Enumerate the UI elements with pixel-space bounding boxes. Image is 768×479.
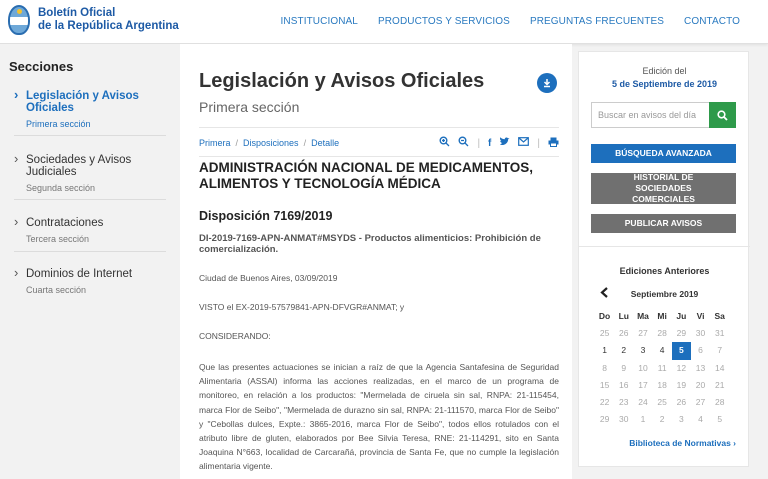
download-button[interactable] <box>537 73 557 93</box>
calendar-day: 29 <box>676 328 687 339</box>
calendar-day: 12 <box>676 362 687 373</box>
logo-text <box>38 7 179 33</box>
document-tools <box>431 136 559 150</box>
calendar-weekday: Lu <box>618 311 629 321</box>
nav-institucional[interactable]: INSTITUCIONAL <box>280 16 358 27</box>
page-title: Legislación y Avisos Oficiales <box>199 70 485 92</box>
calendar-day: 28 <box>657 328 667 339</box>
calendar-day: 19 <box>676 379 687 390</box>
calendar-day[interactable]: 4 <box>659 345 665 356</box>
edition-label: Edición del <box>642 66 687 76</box>
publish-notices-button[interactable]: PUBLICAR AVISOS <box>591 214 736 233</box>
breadcrumb-detalle[interactable]: Detalle <box>311 138 340 148</box>
calendar-day: 11 <box>657 362 667 373</box>
sidebar-item-sub: Primera sección <box>26 119 91 129</box>
calendar-weekday: Sa <box>714 311 725 321</box>
download-icon <box>542 78 552 88</box>
main-content <box>180 44 572 479</box>
sidebar-item-segunda[interactable] <box>14 154 166 200</box>
considerando-heading: CONSIDERANDO: <box>199 331 271 341</box>
breadcrumb-separator: / <box>235 138 239 148</box>
sidebar-item-primera[interactable] <box>14 90 166 136</box>
calendar-day: 31 <box>714 328 725 339</box>
calendar-weekday: Ma <box>637 311 649 321</box>
calendar-day: 10 <box>638 362 648 373</box>
search-input[interactable] <box>591 102 709 128</box>
place-date: Ciudad de Buenos Aires, 03/09/2019 <box>199 273 338 283</box>
tools-divider: | <box>537 137 540 149</box>
calendar-day: 13 <box>695 362 706 373</box>
edition-date: 5 de Septiembre de 2019 <box>611 79 718 89</box>
library-link[interactable]: Biblioteca de Normativas › <box>629 438 736 448</box>
calendar-day: 27 <box>695 396 706 407</box>
calendar-week-row <box>595 342 729 359</box>
calendar-day: 5 <box>717 414 723 425</box>
calendar-day: 30 <box>695 328 706 339</box>
calendar-day: 24 <box>638 396 648 407</box>
calendar-grid <box>595 308 729 428</box>
calendar-week-row <box>595 377 729 394</box>
calendar-day: 28 <box>714 396 725 407</box>
sidebar-item-tercera[interactable] <box>14 217 166 252</box>
nav-productos-servicios[interactable]: PRODUCTOS Y SERVICIOS <box>377 16 510 27</box>
calendar-day: 27 <box>638 328 648 339</box>
calendar-day: 15 <box>599 379 610 390</box>
calendar-weekday: Mi <box>657 311 667 321</box>
calendar-day: 23 <box>619 396 629 407</box>
sidebar-item-cuarta[interactable] <box>14 268 166 303</box>
calendar-weekday: Vi <box>696 311 705 321</box>
calendar-day: 7 <box>717 345 723 356</box>
calendar-day: 18 <box>657 379 667 390</box>
logo-line-2: de la República Argentina <box>38 20 179 32</box>
sidebar-item-label: › Contrataciones <box>14 217 166 229</box>
sidebar-item-sub: Segunda sección <box>26 183 96 193</box>
breadcrumb-separator: / <box>303 138 307 148</box>
calendar-day[interactable]: 3 <box>640 345 646 356</box>
calendar-day: 17 <box>638 379 648 390</box>
nav-contacto[interactable]: CONTACTO <box>684 16 740 27</box>
search-button[interactable] <box>709 102 736 128</box>
calendar-week-row <box>595 360 729 377</box>
calendar-day: 25 <box>657 396 667 407</box>
calendar-weekday-row <box>595 308 729 325</box>
nav-preguntas-frecuentes[interactable]: PREGUNTAS FRECUENTES <box>529 16 664 27</box>
email-icon[interactable] <box>518 137 529 149</box>
zoom-out-icon[interactable] <box>458 136 469 150</box>
disposition-reference: DI-2019-7169-APN-ANMAT#MSYDS - Productos alimenticios: Prohibición de comercialización. <box>199 233 541 255</box>
breadcrumb-bar <box>199 127 559 157</box>
sections-sidebar <box>0 44 180 479</box>
calendar-day: 6 <box>698 345 703 356</box>
calendar-day: 26 <box>676 396 687 407</box>
disposition-number: Disposición 7169/2019 <box>199 209 333 223</box>
calendar-day: 1 <box>640 414 646 425</box>
sidebar-item-sub: Tercera sección <box>26 234 90 244</box>
advanced-search-button[interactable]: BÚSQUEDA AVANZADA <box>591 144 736 163</box>
calendar-day[interactable]: 1 <box>602 345 607 356</box>
calendar-day: 22 <box>599 396 610 407</box>
calendar-day: 20 <box>695 379 706 390</box>
calendar-week-row <box>595 411 729 428</box>
calendar-day: 3 <box>678 414 684 425</box>
calendar-day: 21 <box>714 379 725 390</box>
breadcrumb-primera[interactable]: Primera <box>199 138 231 148</box>
calendar-weekday: Ju <box>676 311 687 321</box>
main-nav <box>261 16 740 27</box>
breadcrumb <box>199 138 339 148</box>
search-icon <box>717 110 728 121</box>
calendar-day: 2 <box>659 414 665 425</box>
calendar-day: 4 <box>698 414 703 425</box>
calendar-week-row <box>595 325 729 342</box>
visto-paragraph: VISTO el EX-2019-57579841-APN-DFVGR#ANMAT; y <box>199 302 405 312</box>
sidebar-item-label: › Legislación y Avisos Oficiales <box>14 90 166 114</box>
calendar-weekday: Do <box>598 311 611 321</box>
page-subtitle: Primera sección <box>199 99 300 115</box>
calendar-day: 29 <box>599 414 610 425</box>
sidebar-item-label: › Dominios de Internet <box>14 268 166 280</box>
issuing-organism: ADMINISTRACIÓN NACIONAL DE MEDICAMENTOS, ALIMENTOS Y TECNOLOGÍA MÉDICA <box>199 160 534 191</box>
previous-editions-title: Ediciones Anteriores <box>619 266 710 276</box>
calendar-day: 26 <box>619 328 629 339</box>
panel-divider <box>579 246 750 247</box>
calendar-week-row <box>595 394 729 411</box>
calendar-month: Septiembre 2019 <box>630 289 699 299</box>
argentina-seal-icon <box>8 5 30 35</box>
twitter-icon[interactable] <box>499 137 510 149</box>
zoom-in-icon[interactable] <box>439 136 450 150</box>
logo-line-1: Boletín Oficial <box>38 7 116 19</box>
body-paragraph: Que las presentes actuaciones se inician a raíz de que la Agencia Santafesina de Seguridad Alimentaria (ASSAl) informa las acciones realizadas, en el marco de un programa de monitoreo, en relación a los productos: "Mermelada de ciruela sin sal, RNPA: 21-115454, marca Flor de Seibo", "Mermelada de durazno sin sal, RNPA: 21-111570, marca Flor de Seibo" y "Cebollas dulces, Expte.: 3865-2016, marca Flor de Seibo", todos ellos rotulados con el atributo libre de gluten, elaborados por Bee Silvia Teresa, RNE: 21-114291, sito en Santa Joaquina N°663, localidad de Carcarañá, provincia de Santa Fe, que no cumple la legislación alimentaria vigente. <box>199 362 559 472</box>
calendar-day: 8 <box>602 362 607 373</box>
company-history-button[interactable]: HISTORIAL DE SOCIEDADES COMERCIALES <box>591 173 736 204</box>
calendar-day: 14 <box>714 362 725 373</box>
calendar-day-selected[interactable]: 5 <box>672 342 691 359</box>
sidebar-title: Secciones <box>9 59 74 74</box>
calendar-day: 25 <box>599 328 610 339</box>
site-logo[interactable] <box>8 5 179 35</box>
top-header <box>0 0 768 44</box>
facebook-icon[interactable]: f <box>488 137 492 149</box>
calendar-day: 30 <box>619 414 629 425</box>
tools-divider: | <box>477 137 481 149</box>
edition-panel <box>578 51 749 467</box>
calendar-day[interactable]: 2 <box>621 345 627 356</box>
sidebar-item-label: › Sociedades y Avisos Judiciales <box>14 154 166 178</box>
print-icon[interactable] <box>548 137 559 150</box>
calendar-day: 16 <box>619 379 629 390</box>
calendar-day: 9 <box>621 362 627 373</box>
breadcrumb-disposiciones[interactable]: Disposiciones <box>243 138 299 148</box>
sidebar-item-sub: Cuarta sección <box>26 285 87 295</box>
